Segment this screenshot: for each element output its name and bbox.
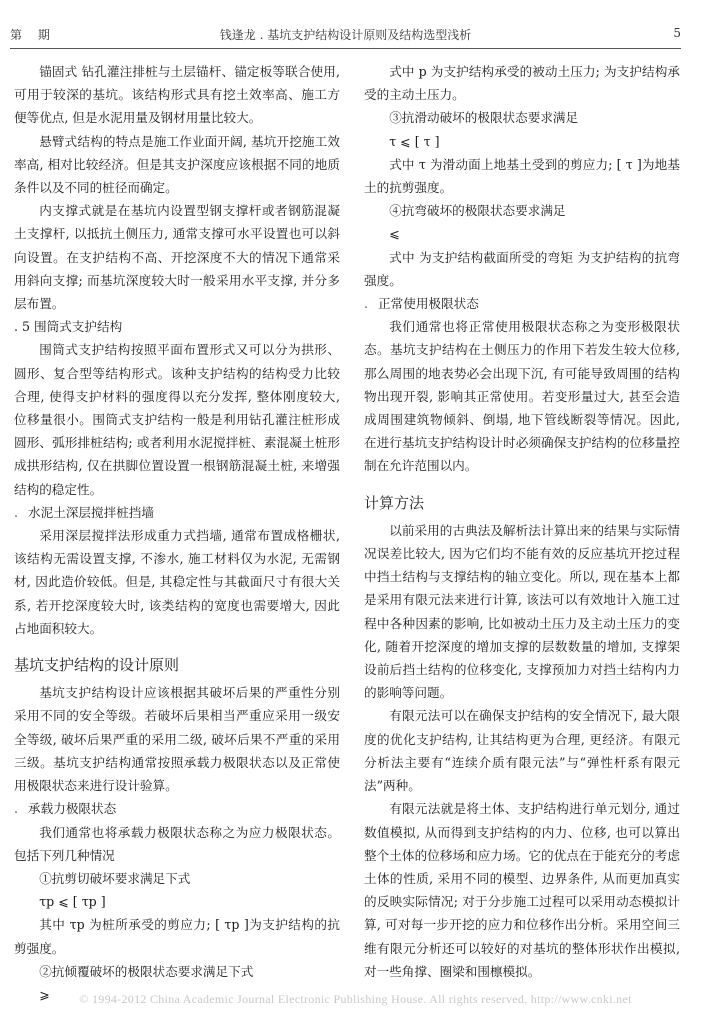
section-number-mark: . bbox=[364, 296, 369, 312]
right-column bbox=[364, 60, 680, 983]
paragraph: 悬臂式结构的特点是施工作业面开阔, 基坑开挖施工效率高, 相对比较经济。但是其支护深度应该根据不同的地质条件以及不同的桩径而确定。 bbox=[14, 133, 340, 196]
paragraph: 围筒式支护结构按照平面布置形式又可以分为拱形、圆形、复合型等结构形式。该种支护结构的结构受力比较合理, 使得支护材料的强度得以充分发挥, 整体刚度较大, 位移量很小。围筒式支护结构一般是利用钻孔灌注桩形成圆形、弧形排桩结构; 或者利用水泥搅拌桩、素混凝土桩形成拱形结构, 仅在拱脚位置设置一根钢筋混凝土桩, 来增强结构的稳定性。 bbox=[14, 342, 340, 497]
paragraph: 式中 τ 为滑动面上地基土受到的剪应力; [ τ ]为地基土的抗剪强度。 bbox=[364, 156, 680, 196]
formula: ⩽ bbox=[389, 226, 400, 242]
running-header bbox=[10, 26, 681, 48]
subsection-heading: . 承载力极限状态 bbox=[14, 801, 117, 817]
condition-item: ④抗弯破坏的极限状态要求满足 bbox=[389, 203, 566, 219]
condition-item: ①抗剪切破坏要求满足下式 bbox=[39, 870, 191, 886]
paragraph: 基坑支护结构设计应该根据其破坏后果的严重性分别采用不同的安全等级。若破坏后果相当严重应采用一级安全等级, 破坏后果严重的采用二级, 破坏后果不严重的采用三级。基坑支护结构通常按照承载力极限状态以及正常使用极限状态来进行设计验算。 bbox=[14, 685, 340, 794]
formula: ⩾ bbox=[39, 986, 50, 1002]
subsection-heading: . 正常使用极限状态 bbox=[364, 296, 479, 312]
section-heading: 计算方法 bbox=[364, 493, 425, 512]
condition-item: ③抗滑动破坏的极限状态要求满足 bbox=[389, 110, 579, 126]
paragraph: 有限元法就是将土体、支护结构进行单元划分, 通过数值模拟, 从而得到支护结构的内力、位移, 也可以算出整个土体的位移场和应力场。它的优点在于能充分的考虑土体的性质, 采用不同的模型、边界条件, 从而更加真实的反映实际情况; 对于分步施工过程可以采用动态模拟计算, 可对每一步开挖的应力和位移作出分析。采用空间三维有限元分析还可以较好的对基坑的整体形状作出模拟, 对一些角撑、圈梁和围檩模拟。 bbox=[364, 801, 680, 979]
issue-label: 第 期 bbox=[10, 28, 56, 42]
article-running-title: 钱逢龙 . 基坑支护结构设计原则及结构选型浅析 bbox=[219, 28, 472, 42]
paragraph: 内支撑式就是在基坑内设置型钢支撑杆或者钢筋混凝土支撑杆, 以抵抗土侧压力, 通常支撑可水平设置也可以斜向设置。在支护结构不高、开挖深度不大的情况下通常采用斜向支撑; 而基坑深度较大时一般采用水平支撑, 并分多层布置。 bbox=[14, 203, 340, 312]
paragraph: 式中 p 为支护结构承受的被动土压力; 为支护结构承受的主动土压力。 bbox=[364, 64, 680, 103]
paragraph: 有限元法可以在确保支护结构的安全情况下, 最大限度的优化支护结构, 让其结构更为合理, 更经济。有限元分析法主要有“连续介质有限元法”与“弹性杆系有限元法”两种。 bbox=[364, 708, 680, 794]
paragraph: 式中 为支护结构截面所受的弯矩 为支护结构的抗弯强度。 bbox=[364, 249, 680, 288]
paragraph: 采用深层搅拌法形成重力式挡墙, 通常布置成格栅状, 该结构无需设置支撑, 不渗水, 施工材料仅为水泥, 无需钢材, 因此造价较低。但是, 其稳定性与其截面尺寸有很大关系, 若开挖深度较大时, 该类结构的宽度也需要增大, 因此占地面积较大。 bbox=[14, 528, 340, 636]
left-column bbox=[14, 60, 340, 1006]
paragraph: 我们通常也将正常使用极限状态称之为变形极限状态。基坑支护结构在土侧压力的作用下若发生较大位移, 那么周围的地表势必会出现下沉, 有可能导致周围的结构物出现开裂, 影响其正常使用。若变形量过大, 甚至会造成周围建筑物倾斜、倒塌, 地下管线断裂等情况。因此, 在进行基坑支护结构设计时必须确保支护结构的位移量控制在允许范围以内。 bbox=[364, 319, 680, 474]
paragraph: 其中 τp 为桩所承受的剪应力; [ τp ]为支护结构的抗剪强度。 bbox=[14, 917, 340, 956]
page-number: 5 bbox=[673, 26, 681, 40]
section-heading: 基坑支护结构的设计原则 bbox=[14, 656, 180, 675]
condition-item: ②抗倾覆破坏的极限状态要求满足下式 bbox=[39, 963, 254, 979]
paragraph: 锚固式 钻孔灌注排桩与土层锚杆、锚定板等联合使用, 可用于较深的基坑。该结构形式具有挖土效率高、施工方便等优点, 但是水泥用量及钢材用量比较大。 bbox=[14, 64, 340, 126]
paragraph: 我们通常也将承载力极限状态称之为应力极限状态。包括下列几种情况 bbox=[14, 824, 340, 863]
paragraph: 以前采用的古典法及解析法计算出来的结果与实际情况误差比较大, 因为它们均不能有效的反应基坑开挖过程中挡土结构与支撑结构的轴立变化。所以, 现在基本上都是采用有限元法来进行计算, 该法可以有效地计入施工过程中各种因素的影响, 比如被动土压力及主动土压力的变化, 随着开挖深度的增加支撑的层数数量的增加, 支撑架设前后挡土结构的位移变化, 支撑预加力对挡土结构内力的影响等问题。 bbox=[364, 522, 680, 701]
section-number-mark: . bbox=[14, 801, 19, 817]
subsection-heading: . 5 围筒式支护结构 bbox=[14, 319, 123, 335]
header-rule bbox=[10, 48, 681, 49]
formula: τp ⩽ [ τp ] bbox=[39, 894, 106, 910]
section-number-mark: . bbox=[14, 504, 19, 520]
subsection-heading: . 水泥土深层搅拌桩挡墙 bbox=[14, 504, 154, 520]
formula: τ ⩽ [ τ ] bbox=[389, 133, 440, 149]
copyright-watermark: © 1994-2012 China Academic Journal Electronic Publishing House. All rights reserved. http://www.cnki.net bbox=[79, 992, 632, 1006]
